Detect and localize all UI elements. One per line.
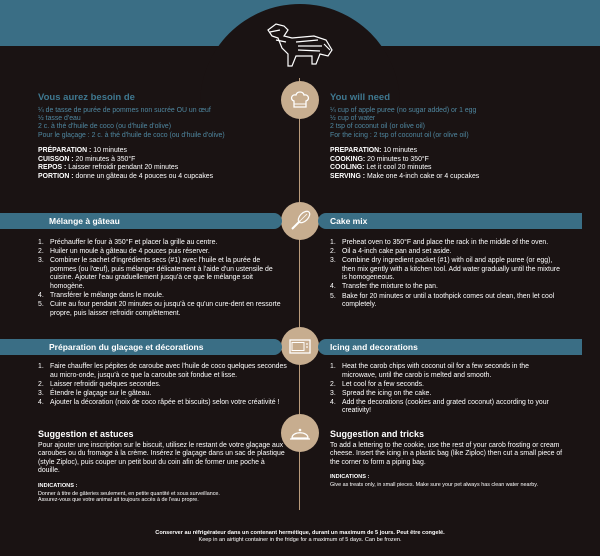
chef-hat-icon (289, 89, 311, 111)
microwave-node (281, 327, 319, 365)
tips-text-fr: Pour ajouter une inscription sur le biscuit, utilisez le restant de votre glaçage aux caroubes ou du fromage à la crème. Insérez le glaçage dans un sac de plastique (style Ziploc), puis couper un petit bout du coin afin de former une poche à douille. (38, 441, 285, 475)
list-item: 4. Add the decorations (cookies and grated coconut) according to your creativity! (330, 398, 549, 415)
list-item: 3. Spread the icing on the cake. (330, 389, 432, 397)
tips-en (330, 430, 565, 489)
tips-title-en: Suggestion and tricks (330, 429, 425, 439)
indication-item: Donner à titre de gâteries seulement, en petite quantité et sous surveillance. (38, 490, 220, 497)
ingredient-item: ¼ de tasse de purée de pommes non sucrée OU un œuf (38, 106, 211, 114)
list-item: 2. Huiler un moule à gâteau de 4 pouces puis réserver. (38, 248, 210, 256)
list-item: 3. Combine dry ingredient packet (#1) with oil and apple puree (or egg), then mix gently with a kitchen tool. Add water gradually until the mixture is homogeneous. (330, 257, 560, 282)
icing-title-fr: Préparation du glaçage et décorations (0, 339, 282, 355)
tips-fr (38, 430, 288, 504)
storage-footer (0, 530, 600, 545)
need-title-fr: Vous aurez besoin de (38, 92, 135, 103)
prep-row: PRÉPARATION : 10 minutes (38, 147, 127, 155)
mix-steps-fr (38, 239, 288, 319)
prep-info-en (330, 147, 565, 181)
prep-row: PREPARATION: 10 minutes (330, 147, 418, 155)
whisk-node (281, 202, 319, 240)
list-item: 4. Transfer the mixture to the pan. (330, 283, 438, 291)
ingredients-fr (38, 94, 288, 182)
list-item: 1. Heat the carob chips with coconut oil for a few seconds in the microwave, until the carob is melted and smooth. (330, 363, 529, 379)
list-item: 2. Laisser refroidir quelques secondes. (38, 380, 161, 388)
cloche-icon (288, 423, 312, 443)
storage-note-fr: Conserver au réfrigérateur dans un contenant hermétique, durant un maximum de 5 jours. Peut être congelé. (155, 530, 445, 536)
ingredients-en (330, 94, 565, 182)
icing-steps-fr (38, 363, 288, 408)
list-item: 5. Bake for 20 minutes or until a toothpick comes out clean, then let cool completely. (330, 292, 555, 309)
icing-title-en: Icing and decorations (318, 339, 582, 355)
tips-title-fr: Suggestion et astuces (38, 429, 134, 439)
list-item: 2. Oil a 4-inch cake pan and set aside. (330, 248, 452, 256)
list-item: 4. Transférer le mélange dans le moule. (38, 292, 164, 300)
ingredient-item: 2 tsp of coconut oil (or olive oil) (330, 123, 425, 131)
prep-info-fr (38, 147, 288, 181)
mix-title-en: Cake mix (318, 213, 582, 229)
icing-steps-en (330, 363, 565, 417)
ingredient-item: 2 c. à thé d'huile de coco (ou d'huile d'olive) (38, 123, 172, 131)
ingredient-item: ½ cup of water (330, 115, 376, 122)
prep-row: PORTION : donne un gâteau de 4 pouces ou 4 cupcakes (38, 173, 214, 180)
indication-item: Assurez-vous que votre animal ait toujours accès à de l'eau propre. (38, 497, 199, 504)
mix-title-fr: Mélange à gâteau (0, 213, 282, 229)
list-item: 1. Faire chauffer les pépites de caroube avec l'huile de coco quelques secondes au micro-onde, jusqu'à ce que la caroube soit fondue et lisse. (38, 363, 287, 379)
ingredient-item: Pour le glaçage : 2 c. à thé d'huile de coco (ou d'huile d'olive) (38, 131, 225, 139)
ingredient-item: ¼ cup of apple puree (no sugar added) or 1 egg (330, 106, 477, 114)
prep-row: CUISSON : 20 minutes à 350°F (38, 155, 136, 163)
whisk-icon (289, 210, 311, 232)
prep-row: COOLING: Let it cool 20 minutes (330, 164, 432, 172)
list-item: 1. Préchauffer le four à 350°F et placer la grille au centre. (38, 239, 218, 246)
prep-row: SERVING : Make one 4-inch cake or 4 cupcakes (330, 173, 480, 180)
mix-steps-en (330, 239, 565, 310)
list-item: 5. Cuire au four pendant 20 minutes ou jusqu'à ce qu'un cure-dent en ressorte propre, puis laisser refroidir complètement. (38, 301, 281, 317)
indication-item: Give as treats only, in small pieces. Make sure your pet always has clean water nearby. (330, 481, 539, 488)
list-item: 3. Étendre le glaçage sur le gâteau. (38, 389, 152, 397)
indications-title-en: INDICATIONS : (330, 474, 370, 481)
indications-title-fr: INDICATIONS : (38, 482, 78, 489)
storage-note-en: Keep in an airtight container in the fridge for a maximum of 5 days. Can be frozen. (198, 537, 402, 544)
ingredient-item: For the icing : 2 tsp of coconut oil (or olive oil) (330, 131, 469, 139)
tips-text-en: To add a lettering to the cookie, use the rest of your carob frosting or cream cheese. Insert the icing in a plastic bag (like Ziploc) then cut a small piece of the corner to form a piping bag. (330, 441, 563, 466)
microwave-icon (288, 336, 312, 356)
prep-row: COOKING: 20 minutes to 350°F (330, 155, 429, 163)
dog-silhouette-icon (262, 20, 338, 72)
ingredient-item: ½ tasse d'eau (38, 115, 81, 122)
list-item: 4. Ajouter la décoration (noix de coco râpée et biscuits) selon votre créativité ! (38, 398, 280, 406)
list-item: 1. Preheat oven to 350°F and place the rack in the middle of the oven. (330, 239, 549, 246)
prep-row: REPOS : Laisser refroidir pendant 20 minutes (38, 164, 179, 172)
list-item: 2. Let cool for a few seconds. (330, 380, 424, 388)
list-item: 3. Combiner le sachet d'ingrédients secs (#1) avec l'huile et la purée de pommes (ou l'œuf), puis mélanger délicatement à l'aide d'un ustensile de cuisine. Ajouter l'eau graduellement jusqu'à ce que le mélange soit homogène. (38, 257, 273, 290)
need-title-en: You will need (330, 92, 390, 103)
